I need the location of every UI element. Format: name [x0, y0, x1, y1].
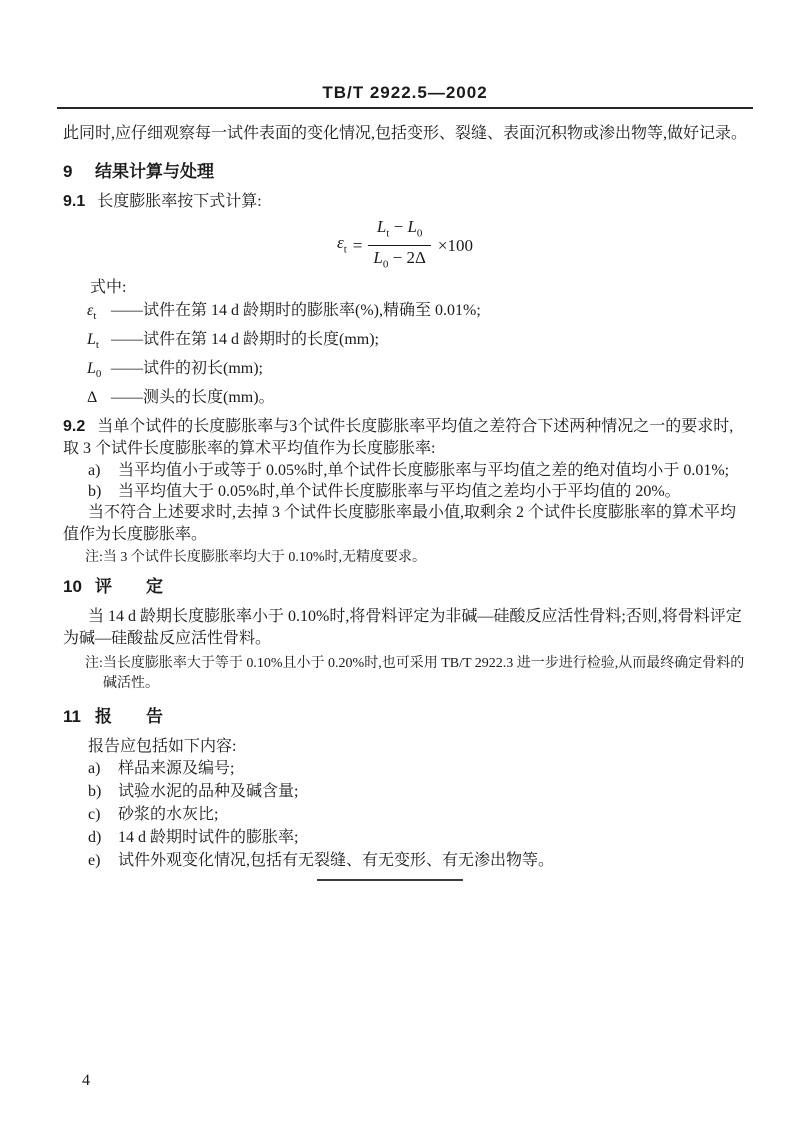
- formula-lhs: $\varepsilon_t$: [337, 232, 347, 256]
- report-item: [63, 850, 747, 872]
- section-heading-11: [63, 706, 747, 728]
- where-label: 式中:: [90, 278, 127, 296]
- item-marker: b): [88, 782, 102, 800]
- fraction-denominator: $L_0 - 2\Delta$: [373, 248, 426, 271]
- clause-text: 当单个试件的长度膨胀率与3个试件长度膨胀率平均值之差符合下述两种情况之一的要求时,取 3 个试件长度膨胀率的算术平均值作为长度膨胀率:: [63, 417, 734, 457]
- fraction-numerator: $L_t - L_0$: [368, 217, 431, 246]
- section-heading-9: [63, 161, 747, 183]
- definition-text: ——测头的长度(mm)。: [111, 389, 275, 407]
- report-lead: 报告应包括如下内容:: [88, 737, 237, 755]
- evaluation-paragraph: 当 14 d 龄期长度膨胀率小于 0.10%时,将骨料评定为非碱—硅酸反应活性骨料;否则,将骨料评定为碱—硅酸盐反应活性骨料。: [63, 607, 742, 647]
- clause-number: 9.1: [63, 193, 86, 210]
- item-text: 当平均值大于 0.05%时,单个试件长度膨胀率与平均值之差均小于平均值的 20%。: [118, 482, 681, 500]
- definition-text: ——试件在第 14 d 龄期时的膨胀率(%),精确至 0.01%;: [111, 301, 481, 319]
- note-9: 注:当 3 个试件长度膨胀率均大于 0.10%时,无精度要求。: [85, 549, 427, 565]
- note-10: 注:当长度膨胀率大于等于 0.10%且小于 0.20%时,也可采用 TB/T 2922.3 进一步进行检验,从而最终确定骨料的碱活性。: [85, 655, 745, 691]
- equals-sign: =: [352, 236, 363, 256]
- report-item: [63, 758, 747, 780]
- section-number: 9: [63, 162, 73, 181]
- item-marker: d): [88, 828, 102, 846]
- section-number: 11: [63, 706, 81, 726]
- formula-definition: $L_0$ ——试件的初长(mm);: [63, 357, 747, 386]
- report-item: [63, 827, 747, 849]
- item-text: 当平均值小于或等于 0.05%时,单个试件长度膨胀率与平均值之差的绝对值均小于 0.01%;: [118, 461, 730, 479]
- definition-text: ——试件的初长(mm);: [111, 360, 263, 378]
- report-item: [63, 781, 747, 803]
- formula-definition: Δ ——测头的长度(mm)。: [63, 386, 747, 415]
- item-marker: e): [88, 851, 101, 869]
- item-text: 试验水泥的品种及碱含量;: [118, 782, 299, 800]
- intro-paragraph: 此同时,应仔细观察每一试件表面的变化情况,包括变形、裂缝、表面沉积物或渗出物等,做好记录。: [63, 125, 748, 142]
- standard-code-header: TB/T 2922.5—2002: [322, 83, 488, 102]
- item-text: 砂浆的水灰比;: [118, 805, 219, 823]
- clause-9-2: [63, 416, 747, 460]
- item-marker: a): [88, 759, 101, 777]
- item-text: 样品来源及编号;: [118, 759, 235, 777]
- section-title: 评 定: [95, 576, 163, 596]
- clause-text: 长度膨胀率按下式计算:: [97, 193, 262, 210]
- list-item: [63, 481, 747, 502]
- section-title: 结果计算与处理: [95, 162, 214, 181]
- expansion-rate-formula: [63, 217, 747, 275]
- header-rule: [57, 107, 753, 109]
- definition-text: ——试件在第 14 d 龄期时的长度(mm);: [111, 330, 379, 348]
- report-item: [63, 804, 747, 826]
- formula-definition: $\varepsilon_t$ ——试件在第 14 d 龄期时的膨胀率(%),精确至 0.01%;: [63, 299, 747, 328]
- formula-multiplier: ×100: [437, 236, 473, 256]
- section-heading-10: [63, 576, 747, 598]
- list-item: [63, 460, 747, 481]
- page-number: 4: [82, 1072, 90, 1089]
- item-marker: b): [88, 482, 102, 500]
- item-text: 试件外观变化情况,包括有无裂缝、有无变形、有无渗出物等。: [118, 851, 555, 869]
- clause-number: 9.2: [63, 417, 86, 435]
- item-marker: a): [88, 461, 101, 479]
- page-content: [63, 84, 747, 873]
- end-of-document-rule: [317, 879, 463, 881]
- formula-definition: $L_t$ ——试件在第 14 d 龄期时的长度(mm);: [63, 328, 747, 357]
- item-marker: c): [88, 805, 101, 823]
- section-title: 报 告: [95, 706, 163, 726]
- fallback-paragraph: 当不符合上述要求时,去掉 3 个试件长度膨胀率最小值,取剩余 2 个试件长度膨胀率的算术平均值作为长度膨胀率。: [63, 503, 737, 543]
- section-number: 10: [63, 576, 82, 596]
- item-text: 14 d 龄期时试件的膨胀率;: [118, 828, 299, 846]
- formula-fraction: [368, 217, 431, 275]
- clause-9-1: [63, 191, 747, 213]
